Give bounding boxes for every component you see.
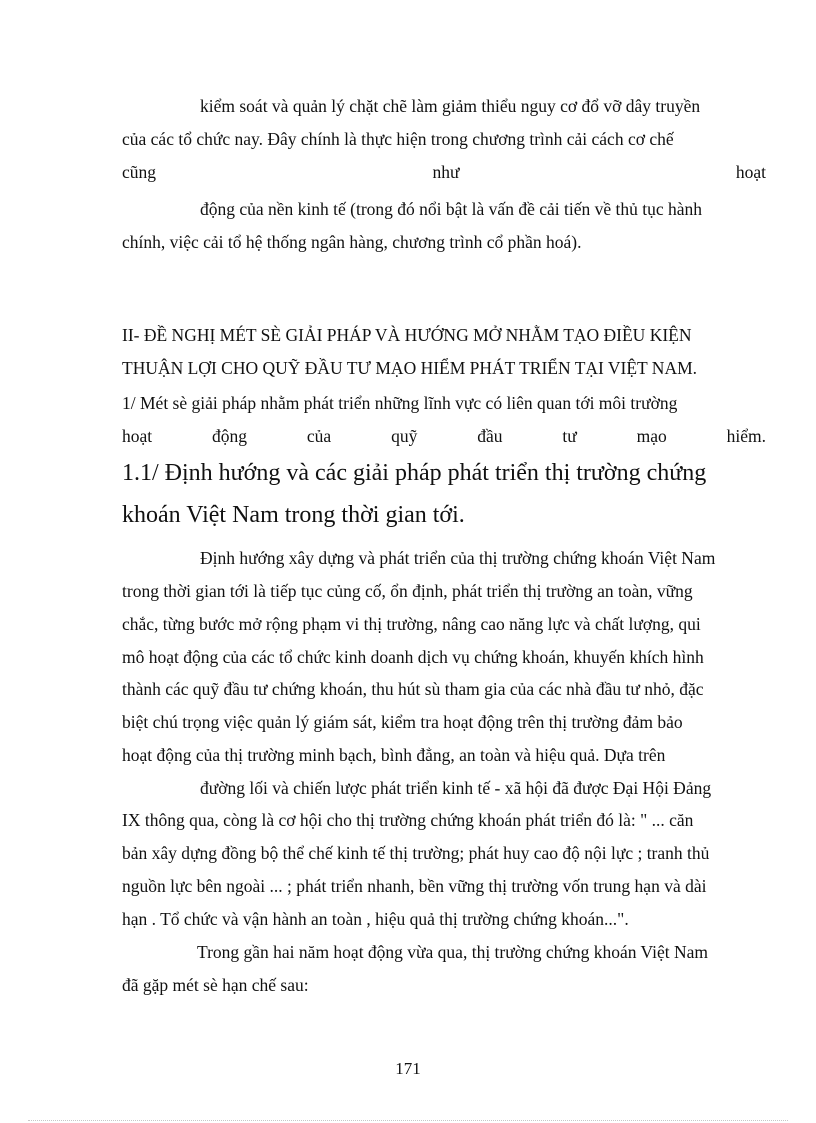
- paragraph-1-line: của các tổ chức nay. Đây chính là thực hiện trong chương trình cải cách cơ chế: [122, 129, 674, 149]
- sub-subsection-heading-line: 1.1/ Định hướng và các giải pháp phát triển thị trường chứng: [122, 460, 707, 486]
- paragraph-2-line: mô hoạt động của các tổ chức kinh doanh dịch vụ chứng khoán, khuyến khích hình: [122, 647, 704, 667]
- word: như: [432, 162, 460, 182]
- subsection-heading-line: [122, 424, 766, 448]
- paragraph-2-line: bản xây dựng đồng bộ thể chế kinh tế thị trường; phát huy cao độ nội lực ; tranh thủ: [122, 843, 710, 863]
- paragraph-1-line: động của nền kinh tế (trong đó nổi bật là vấn đề cải tiến về thủ tục hành: [200, 199, 703, 219]
- section-heading-line: THUẬN LỢI CHO QUỸ ĐẦU TƯ MẠO HIỂM PHÁT TRIỂN TẠI VIỆT NAM.: [122, 358, 698, 378]
- paragraph-1-line: kiểm soát và quản lý chặt chẽ làm giảm thiểu nguy cơ đổ vỡ dây truyền: [200, 96, 701, 116]
- word: động: [212, 426, 248, 446]
- page-number: 171: [395, 1059, 421, 1078]
- paragraph-2-line: biệt chú trọng việc quản lý giám sát, kiểm tra hoạt động trên thị trường đảm bảo: [122, 712, 683, 732]
- paragraph-2-line: thành các quỹ đầu tư chứng khoán, thu hút sù tham gia của các nhà đầu tư nhỏ, đặc: [122, 679, 704, 699]
- paragraph-2-line: nguồn lực bên ngoài ... ; phát triển nhanh, bền vững thị trường vốn trung hạn và dài: [122, 876, 707, 896]
- word: đầu: [477, 426, 503, 446]
- word: quỹ: [391, 426, 418, 446]
- paragraph-2-line: IX thông qua, còng là cơ hội cho thị trường chứng khoán phát triển đó là: " ... căn: [122, 810, 694, 830]
- word: mạo: [636, 426, 667, 446]
- paragraph-2-line: chắc, từng bước mở rộng phạm vi thị trường, nâng cao năng lực và chất lượng, qui: [122, 614, 701, 634]
- paragraph-2-line: hoạt động của thị trường minh bạch, bình đẳng, an toàn và hiệu quả. Dựa trên: [122, 745, 666, 765]
- word: tư: [562, 426, 577, 446]
- word: cũng: [122, 162, 157, 182]
- paragraph-2-line: trong thời gian tới là tiếp tục củng cố, ổn định, phát triển thị trường an toàn, vững: [122, 581, 693, 601]
- paragraph-2-line: hạn . Tổ chức và vận hành an toàn , hiệu quả thị trường chứng khoán...".: [122, 909, 629, 929]
- paragraph-1-line: [122, 160, 766, 184]
- word: hoạt: [122, 426, 153, 446]
- paragraph-2-line: Định hướng xây dựng và phát triển của thị trường chứng khoán Việt Nam: [200, 548, 716, 568]
- paragraph-3-line: Trong gần hai năm hoạt động vừa qua, thị trường chứng khoán Việt Nam: [197, 942, 709, 962]
- subsection-heading-line: 1/ Mét sè giải pháp nhằm phát triển những lĩnh vực có liên quan tới môi trường: [122, 393, 678, 413]
- paragraph-2-line: đường lối và chiến lược phát triển kinh tế - xã hội đã được Đại Hội Đảng: [200, 778, 712, 798]
- word: hoạt: [735, 162, 766, 182]
- word: hiểm.: [726, 426, 766, 446]
- sub-subsection-heading-line: khoán Việt Nam trong thời gian tới.: [122, 502, 465, 528]
- section-heading-line: II- ĐỀ NGHỊ MÉT SÈ GIẢI PHÁP VÀ HƯỚNG MỞ NHẰM TẠO ĐIỀU KIỆN: [122, 325, 692, 345]
- paragraph-1-line: chính, việc cải tổ hệ thống ngân hàng, chương trình cổ phần hoá).: [122, 232, 582, 252]
- footer-divider: [28, 1120, 788, 1121]
- word: của: [306, 426, 332, 446]
- paragraph-3-line: đã gặp mét sè hạn chế sau:: [122, 975, 309, 995]
